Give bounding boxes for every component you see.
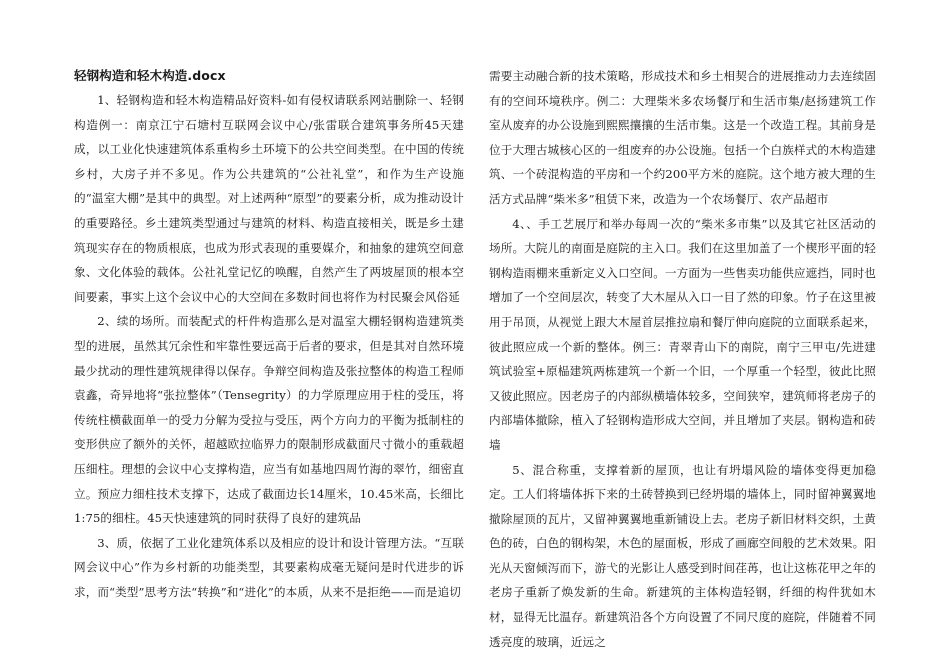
paragraph-continued: 需要主动融合新的技术策略，形成技术和乡土相契合的进展推动力去连续固有的空间环境秩序。例二：大理柴米多农场餐厅和生活市集/赵扬建筑工作室从废弃的办公设施到熙熙攘攘的生活市集。这是一个改造工程。其前身是位于大理古城核心区的一组废弃的办公设施。包括一个白族样式的木构造建筑、一个砖混构造的平房和一个约200平方米的庭院。这个地方被大理的生活方式品牌“柴米多”租赁下来，改造为一个农场餐厅、农产品超市 <box>489 69 876 206</box>
paragraph: 5、混合称重，支撑着新的屋顶，也让有坍塌风险的墙体变得更加稳定。工人们将墙体拆下来的土砖替换到已经坍塌的墙体上，同时留神翼翼地撤除屋顶的瓦片，又留神翼翼地重新铺设上去。老房子新旧材料交织，土黄色的砖，白色的钢构架，木色的屋面板，形成了画廊空间般的艺术效果。阳光从天窗倾泻而下，游弋的光影让人感受到时间荏苒，也让这栋花甲之年的老房子重新了焕发新的生命。新建筑的主体构造轻钢，纤细的构件犹如木材，显得无比温存。新建筑沿各个方向设置了不同尺度的庭院，伴随着不同透亮度的玻璃，近远之 <box>489 462 876 649</box>
paragraph: 1、轻钢构造和轻木构造精品好资料-如有侵权请联系网站删除一、轻钢构造例一：南京江宁石塘村互联网会议中心/张雷联合建筑事务所45天建成，以工业化快速建筑体系重构乡土环境下的公共空间类型。在中国的传统乡村，大房子并不多见。作为公共建筑的“公社礼堂”，和作为生产设施的“温室大棚”是其中的典型。对上述两种“原型”的要素分析，成为推动设计的重要路径。乡土建筑类型通过与建筑的材料、构造直接相关，既是乡土建筑现实存在的物质根底，也成为形式表现的重要媒介，和抽象的建筑空间意象、文化体验的载体。公社礼堂记忆的唤醒，自然产生了两坡屋顶的根本空间要素，事实上这个会议中心的大空间在多数时间也将作为村民聚会风俗延 <box>74 93 464 304</box>
right-column <box>489 64 876 654</box>
paragraph: 3、质，依据了工业化建筑体系以及相应的设计和设计管理方法。“互联网会议中心”作为乡村新的功能类型，其要素构成毫无疑问是时代进步的诉求，而“类型”思考方法“转换”和“进化”的本质，从来不是拒绝——而是追切 <box>74 535 464 599</box>
left-column <box>74 64 464 604</box>
document-title: 轻钢构造和轻木构造.docx <box>74 68 226 83</box>
paragraph: 2、续的场所。而装配式的杆件构造那么是对温室大棚轻钢构造建筑类型的进展，虽然其冗余性和牢靠性要远高于后者的要求，但是其对自然环境最少扰动的理性建筑规律得以保存。争辩空间构造及张拉整体的构造工程师袁鑫，奇异地将“张拉整体”（Tensegrity）的力学原理应用于柱的受压，将传统柱横截面单一的受力分解为受拉与受压，两个方向力的平衡为抵制柱的变形供应了额外的关怀，超越欧拉临界力的限制形成截面尺寸微小的重载超压细柱。理想的会议中心支撑构造，应当有如基地四周竹海的翠竹，细密直立。预应力细柱技术支撑下，达成了截面边长14厘米，10.45米高，长细比1:75的细柱。45天快速建筑的同时获得了良好的建筑品 <box>74 314 464 526</box>
paragraph: 4、、手工艺展厅和举办每周一次的“柴米多市集”以及其它社区活动的场所。大院儿的南面是庭院的主入口。我们在这里加盖了一个楔形平面的轻钢构造雨棚来重新定义入口空间。一方面为一些售卖功能供应遮挡，同时也增加了一个空间层次，转变了大木屋从入口一目了然的印象。竹子在这里被用于吊顶，从视觉上跟大木屋首层推拉扇和餐厅伸向庭院的立面联系起来，彼此照应成一个新的整体。例三：青翠青山下的南院，南宁三甲屯/先进建筑试验室+原榀建筑两栋建筑一个新一个旧，一个厚重一个轻型，彼此比照又彼此照应。因老房子的内部纵横墙体较多，空间狭窄，建筑师将老房子的内部墙体撤除，植入了轻钢构造形成大空间，并且增加了夹层。钢构造和砖墙 <box>489 216 876 452</box>
